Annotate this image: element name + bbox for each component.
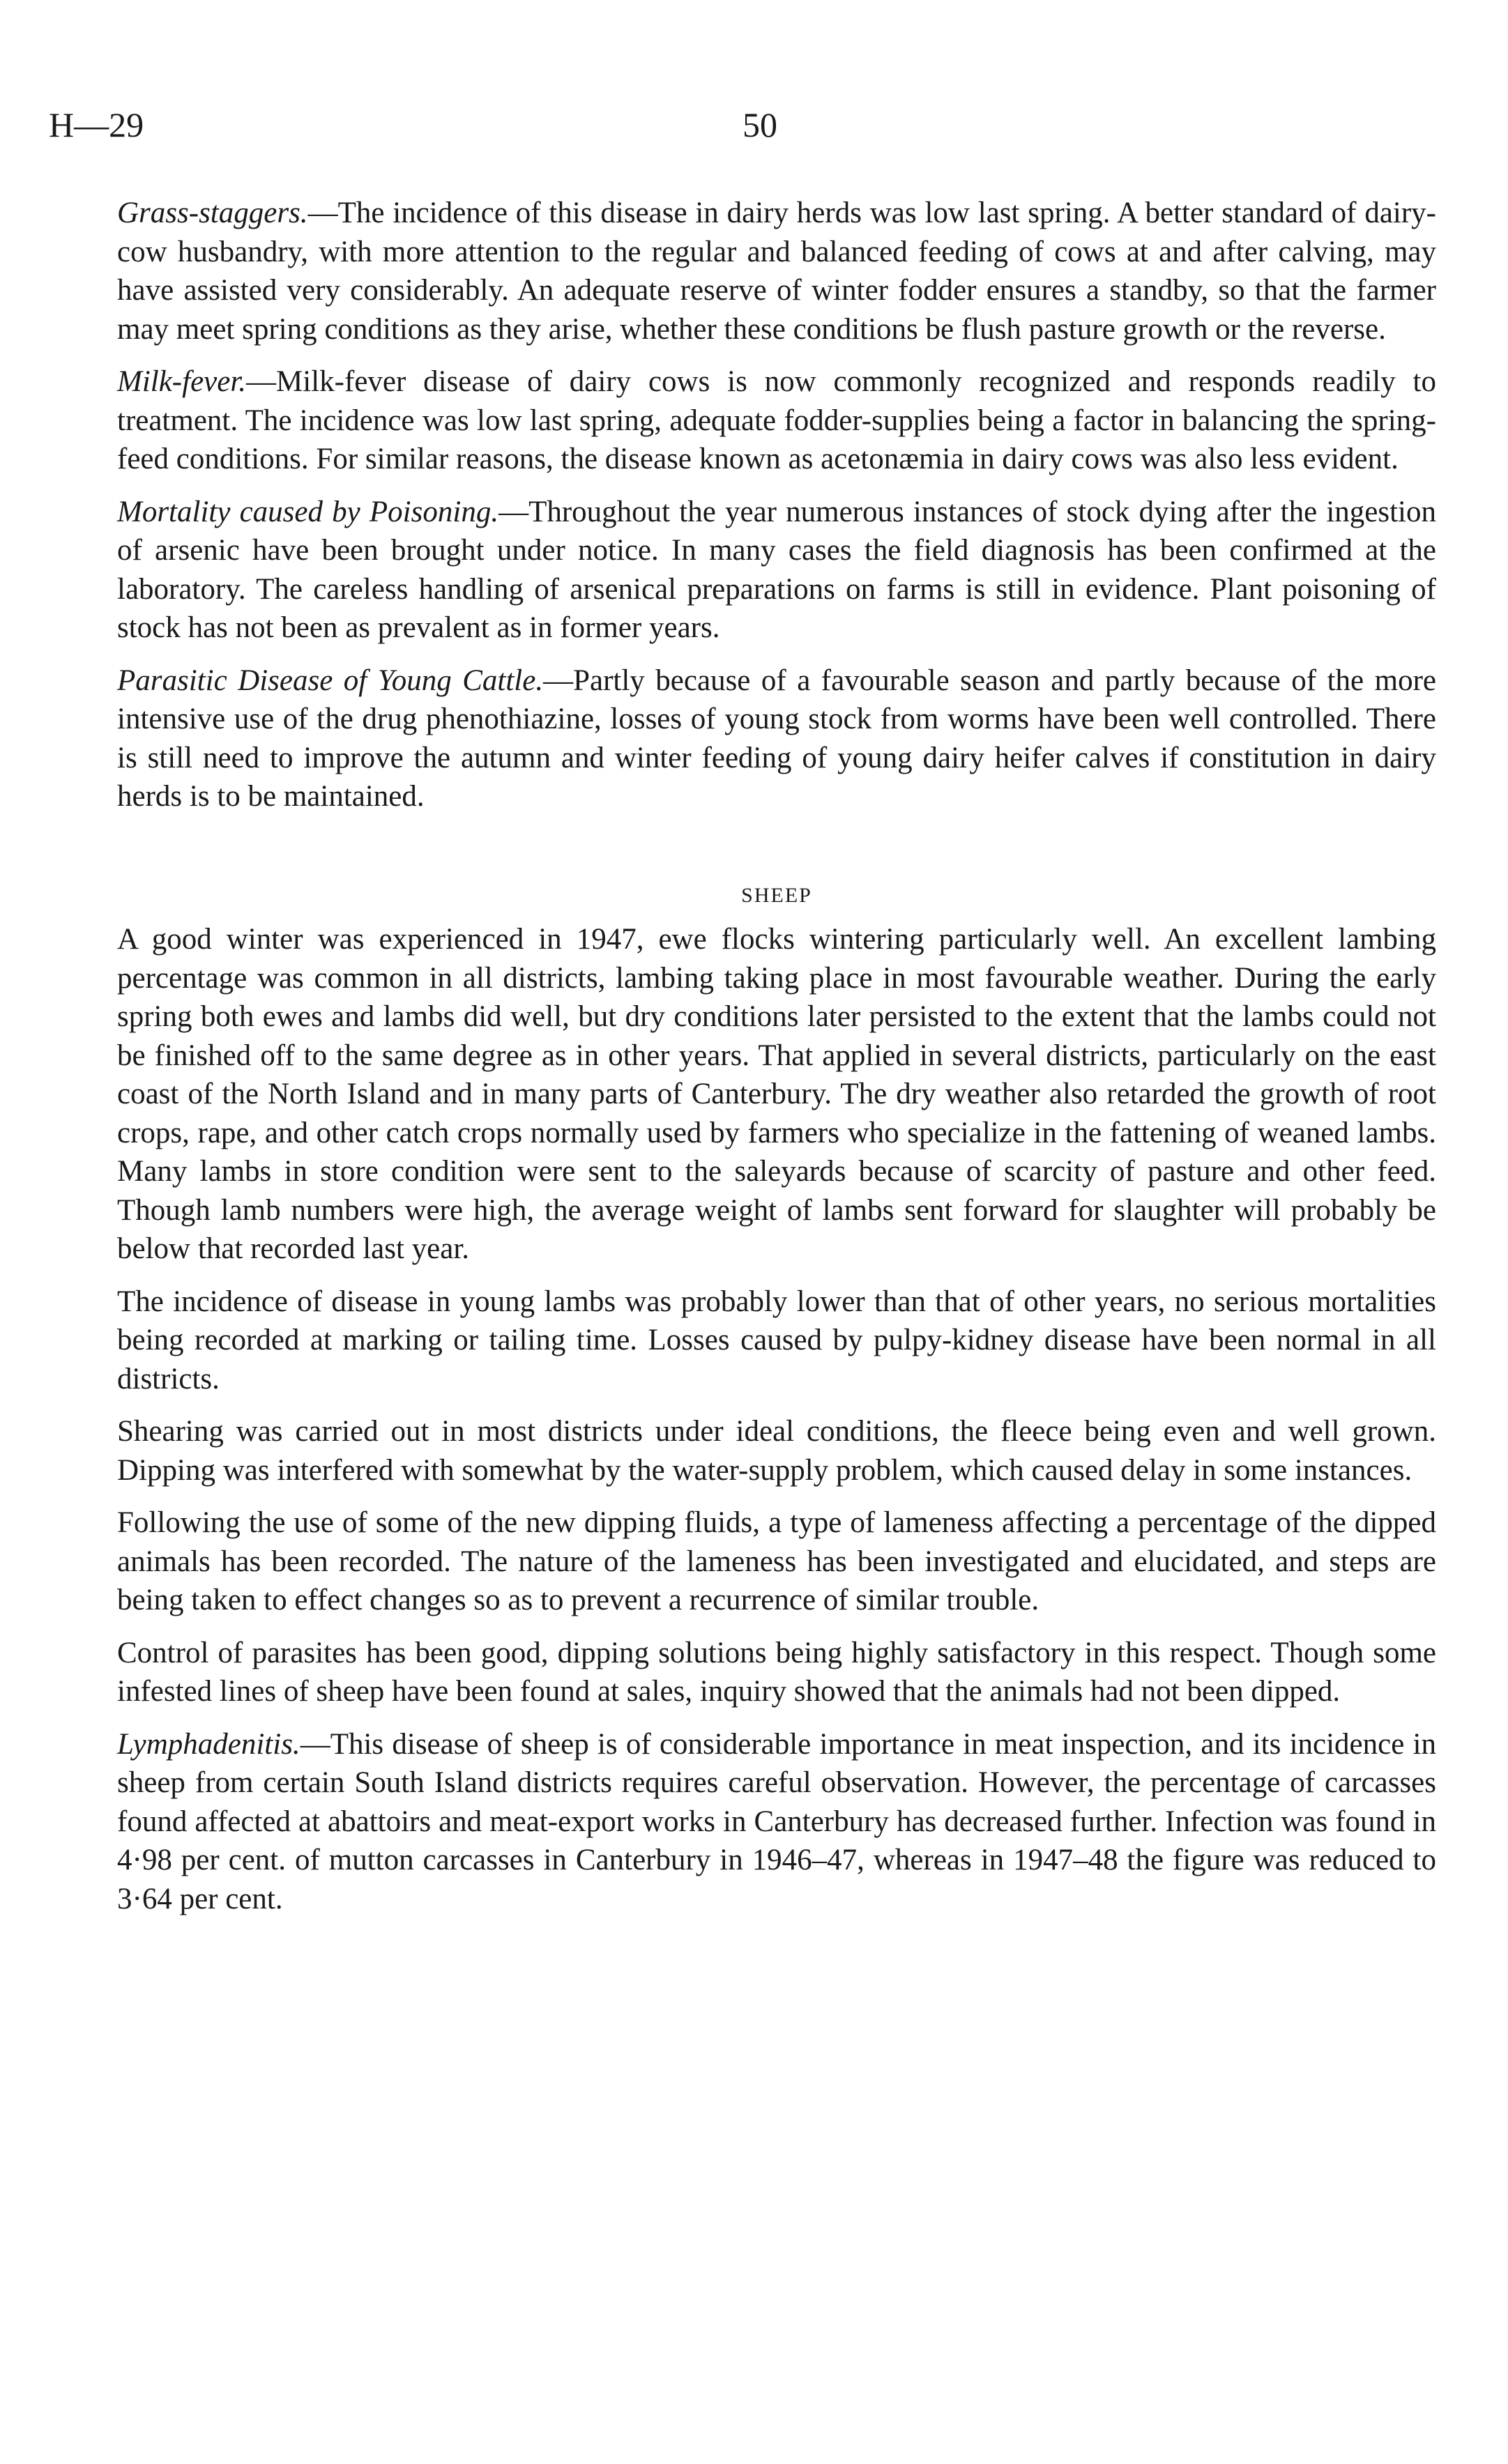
report-reference: H—29: [49, 105, 144, 144]
runin-heading: Mortality caused by Poisoning.: [117, 495, 499, 528]
paragraph-text: —This disease of sheep is of considerable importance in meat inspection, and its incidence in sheep from certain South Island districts requires careful observation. However, the percentage of carcasses found affected at abattoirs and meat-export works in Canterbury has decreased further. Infection was found in 4·98 per cent. of mutton carcasses in Canterbury in 1946–47, whereas in 1947–48 the figure was reduced to 3·64 per cent.: [117, 1727, 1436, 1915]
paragraph-text: —Throughout the year numerous instances of stock dying after the ingestion of arsenic have been brought under notice. In many cases the field diagnosis has been confirmed at the laboratory. The careless handling of arsenical preparations on farms is still in evidence. Plant poisoning of stock has not been as prevalent as in former years.: [117, 495, 1436, 644]
paragraph-sheep-shearing: Shearing was carried out in most districts under ideal conditions, the fleece being even and well grown. Dipping was interfered with somewhat by the water-supply problem, which caused delay in some instances.: [117, 1415, 1436, 1487]
section-heading-sheep: SHEEP: [741, 883, 812, 907]
paragraph-grass-staggers: [117, 194, 1436, 349]
paragraph-lymphadenitis: [117, 1725, 1436, 1919]
paragraph-poisoning: [117, 493, 1436, 648]
paragraph-text: —The incidence of this disease in dairy herds was low last spring. A better standard of dairy-cow husbandry, with more attention to the regular and balanced feeding of cows at and after calving, may have assisted very considerably. An adequate reserve of winter fodder ensures a standby, so that the farmer may meet spring conditions as they arise, whether these conditions be flush pasture growth or the reverse.: [117, 197, 1436, 346]
paragraph-text: —Milk-fever disease of dairy cows is now commonly recognized and responds readily to treatment. The incidence was low last spring, adequate fodder-supplies being a factor in balancing the spring-feed conditions. For similar reasons, the disease known as acetonæmia in dairy cows was also less evident.: [117, 365, 1436, 475]
paragraph-sheep-parasites: Control of parasites has been good, dipping solutions being highly satisfactory in this respect. Though some infested lines of sheep have been found at sales, inquiry showed that the animals had not been dipped.: [117, 1636, 1436, 1708]
body-text: [117, 194, 1436, 1932]
paragraph-sheep-winter: A good winter was experienced in 1947, ewe flocks wintering particularly well. An excellent lambing percentage was common in all districts, lambing taking place in most favourable weather. During the early spring both ewes and lambs did well, but dry conditions later persisted to the extent that the lambs could not be finished off to the same degree as in other years. That applied in several districts, particularly on the east coast of the North Island and in many parts of Canterbury. The dry weather also retarded the growth of root crops, rape, and other catch crops normally used by farmers who specialize in the fattening of weaned lambs. Many lambs in store condition were sent to the saleyards because of scarcity of pasture and other feed. Though lamb numbers were high, the average weight of lambs sent forward for slaughter will probably be below that recorded last year.: [117, 923, 1436, 1265]
paragraph-parasitic-disease: [117, 661, 1436, 816]
paragraph-sheep-lamb-disease: The incidence of disease in young lambs was probably lower than that of other years, no serious mortalities being recorded at marking or tailing time. Losses caused by pulpy-kidney disease have been normal in all districts.: [117, 1285, 1436, 1395]
runin-heading: Parasitic Disease of Young Cattle.: [117, 664, 544, 697]
paragraph-sheep-lameness: Following the use of some of the new dipping fluids, a type of lameness affecting a percentage of the dipped animals has been recorded. The nature of the lameness has been investigated and elucidated, and steps are being taken to effect changes so as to prevent a recurrence of similar trouble.: [117, 1506, 1436, 1616]
runin-heading: Lymphadenitis.: [117, 1727, 300, 1761]
paragraph-text: —Partly because of a favourable season and partly because of the more intensive use of the drug phenothiazine, losses of young stock from worms have been well controlled. There is still need to improve the autumn and winter feeding of young dairy heifer calves if constitution in dairy herds is to be maintained.: [117, 664, 1436, 813]
page-header: [49, 105, 1415, 153]
runin-heading: Milk-fever.: [117, 365, 247, 398]
runin-heading: Grass-staggers.: [117, 197, 308, 229]
paragraph-milk-fever: [117, 362, 1436, 479]
page-number: 50: [742, 105, 777, 144]
